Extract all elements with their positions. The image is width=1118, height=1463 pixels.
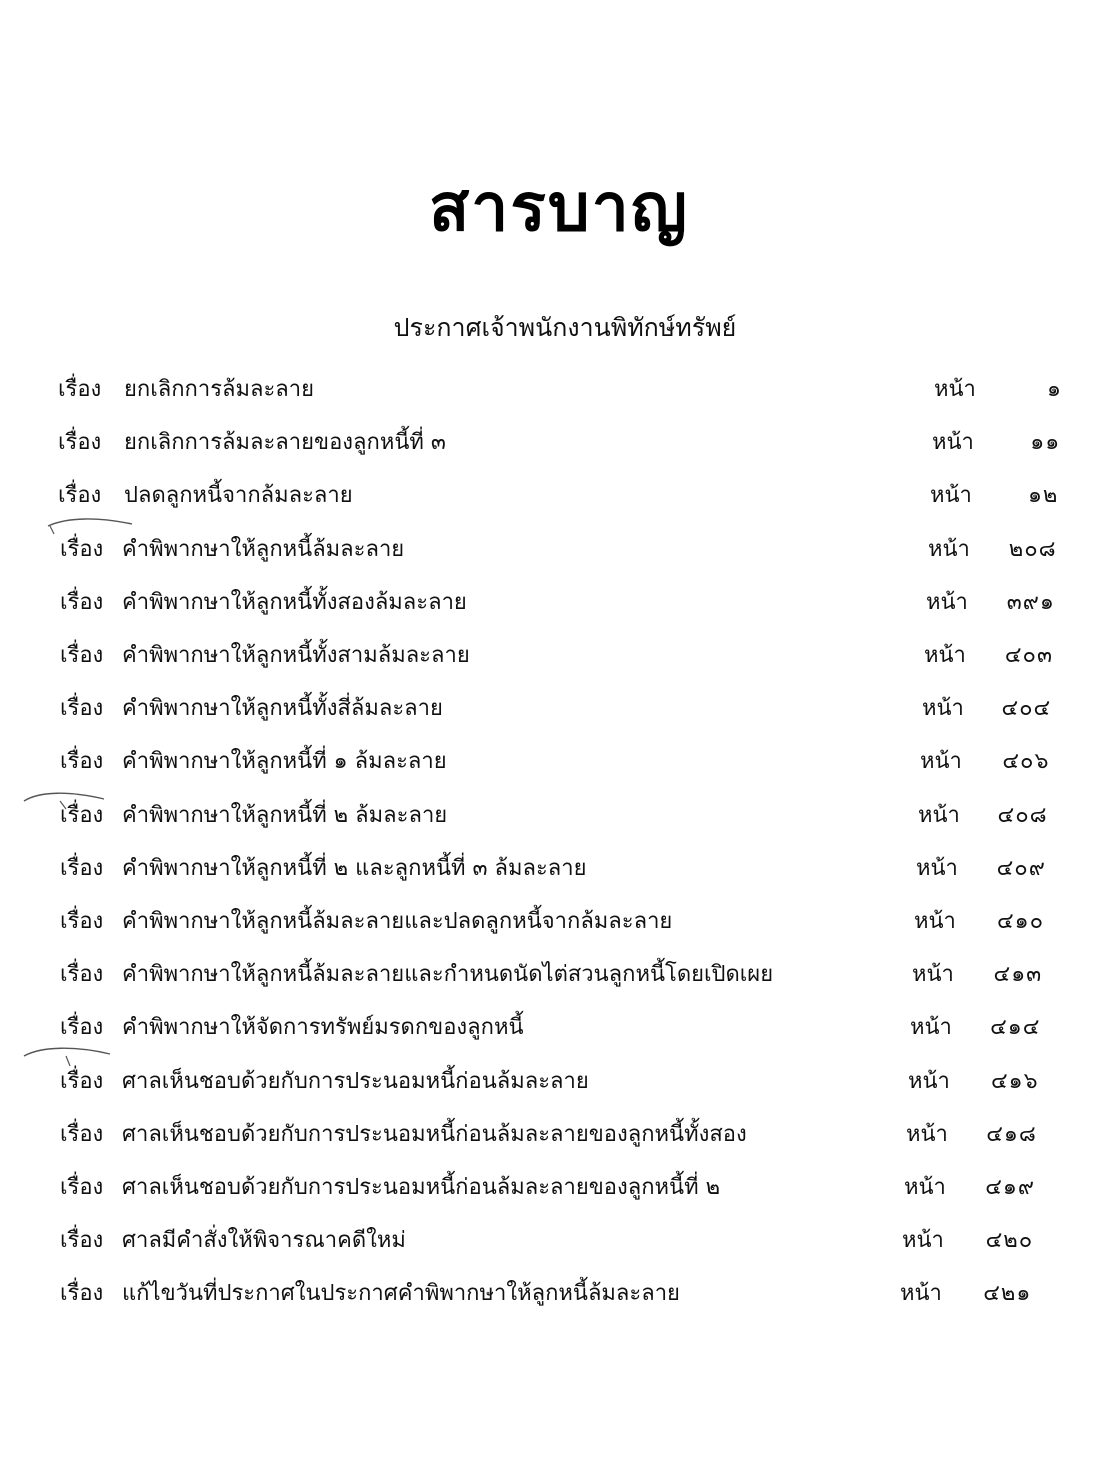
toc-entry (0, 689, 1118, 729)
toc-entry (0, 1274, 1118, 1314)
toc-entry-page-number: ๔๑๔ (990, 1015, 1041, 1041)
toc-entry-prefix: เรื่อง (60, 749, 104, 775)
toc-entry-page-label: หน้า (900, 1281, 942, 1307)
toc-entry-subject: ยกเลิกการล้มละลาย (124, 377, 315, 402)
toc-entry-page-number: ๔๒๑ (983, 1281, 1032, 1307)
toc-entry-page-number: ๔๑๐ (996, 909, 1044, 934)
toc-entry (0, 955, 1118, 995)
toc-entry-page-label: หน้า (912, 962, 954, 988)
toc-entry (0, 1168, 1118, 1208)
toc-entry-page-number: ๑ (1047, 377, 1062, 402)
toc-entry-page-label: หน้า (920, 749, 962, 775)
toc-entry-page-label: หน้า (904, 1175, 946, 1200)
toc-entry-subject: ศาลเห็นชอบด้วยกับการประนอมหนี้ก่อนล้มละลาย (122, 1068, 589, 1094)
toc-entry-page-label: หน้า (922, 696, 964, 722)
toc-entry-prefix: เรื่อง (60, 536, 104, 562)
toc-entry-page-number: ๔๐๘ (997, 802, 1048, 828)
toc-entry-page-label: หน้า (932, 430, 974, 456)
toc-entry-prefix: เรื่อง (60, 1121, 104, 1147)
toc-entry (0, 849, 1118, 889)
toc-entry-page-label: หน้า (908, 1068, 950, 1094)
toc-entry-page-label: หน้า (934, 377, 976, 402)
toc-entry-page-number: ๑๒ (1027, 483, 1059, 509)
toc-entry (0, 1115, 1118, 1155)
toc-entry-page-label: หน้า (918, 802, 960, 828)
toc-entry-page-number: ๑๑ (1030, 430, 1061, 456)
toc-entry-page-number: ๔๑๖ (991, 1068, 1039, 1094)
toc-entry-prefix: เรื่อง (60, 1068, 104, 1094)
toc-entry-prefix: เรื่อง (60, 643, 104, 668)
toc-entry-page-number: ๔๑๙ (985, 1175, 1035, 1200)
toc-entry (0, 742, 1118, 782)
toc-entry-prefix: เรื่อง (58, 377, 102, 402)
toc-entry (0, 1008, 1118, 1048)
toc-entry-subject: คำพิพากษาให้จัดการทรัพย์มรดกของลูกหนี้ (122, 1015, 524, 1041)
toc-entry-prefix: เรื่อง (58, 430, 102, 456)
toc-entry-subject: ปลดลูกหนี้จากล้มละลาย (124, 483, 353, 509)
toc-entry (0, 636, 1118, 676)
toc-entry-page-number: ๔๐๙ (996, 855, 1046, 881)
toc-entry-subject: คำพิพากษาให้ลูกหนี้ที่ ๒ ล้มละลาย (122, 802, 448, 828)
toc-entry-page-label: หน้า (928, 536, 970, 562)
toc-entry-prefix: เรื่อง (60, 1281, 104, 1307)
toc-entry (0, 530, 1118, 570)
toc-entry-page-number: ๒๐๘ (1008, 536, 1057, 562)
toc-entry-prefix: เรื่อง (60, 802, 104, 828)
toc-entry-subject: คำพิพากษาให้ลูกหนี้ล้มละลายและปลดลูกหนี้จากล้มละลาย (122, 909, 673, 934)
toc-entry-page-number: ๓๙๑ (1006, 589, 1055, 615)
toc-entry-page-label: หน้า (916, 855, 958, 881)
toc-entry-page-label: หน้า (930, 483, 972, 509)
toc-entry-prefix: เรื่อง (60, 696, 104, 722)
toc-entry-subject: คำพิพากษาให้ลูกหนี้ที่ ๑ ล้มละลาย (122, 749, 447, 775)
toc-entry-page-label: หน้า (926, 589, 968, 615)
toc-entry (0, 583, 1118, 623)
toc-entry-page-number: ๔๑๓ (993, 962, 1043, 988)
toc-entry-page-label: หน้า (906, 1121, 948, 1147)
toc-entry-page-number: ๔๑๘ (986, 1121, 1037, 1147)
toc-entry (0, 423, 1118, 463)
toc-entry-subject: คำพิพากษาให้ลูกหนี้ล้มละลาย (122, 536, 405, 562)
toc-entry-page-label: หน้า (924, 643, 966, 668)
toc-entry-prefix: เรื่อง (60, 1228, 104, 1254)
toc-entry (0, 796, 1118, 836)
toc-entry (0, 370, 1118, 410)
toc-entry-subject: ศาลเห็นชอบด้วยกับการประนอมหนี้ก่อนล้มละลายของลูกหนี้ทั้งสอง (122, 1121, 747, 1147)
toc-entry (0, 902, 1118, 942)
toc-entry-prefix: เรื่อง (60, 962, 104, 988)
toc-entry-page-label: หน้า (914, 909, 956, 934)
toc-entry-prefix: เรื่อง (58, 483, 102, 509)
toc-entry-subject: ศาลมีคำสั่งให้พิจารณาคดีใหม่ (122, 1228, 406, 1254)
toc-entry (0, 476, 1118, 516)
page-title: สารบาญ (429, 169, 689, 246)
toc-entry-subject: คำพิพากษาให้ลูกหนี้ทั้งสามล้มละลาย (122, 643, 470, 668)
toc-entry-subject: คำพิพากษาให้ลูกหนี้ล้มละลายและกำหนดนัดไต่สวนลูกหนี้โดยเปิดเผย (122, 962, 774, 988)
toc-entry-page-number: ๔๐๔ (1001, 696, 1052, 722)
toc-entry-page-label: หน้า (910, 1015, 952, 1041)
toc-entry-subject: คำพิพากษาให้ลูกหนี้ทั้งสี่ล้มละลาย (122, 696, 443, 722)
toc-entry-page-number: ๔๐๖ (1002, 749, 1050, 775)
toc-entry-subject: แก้ไขวันที่ประกาศในประกาศคำพิพากษาให้ลูกหนี้ล้มละลาย (122, 1281, 680, 1307)
toc-entry-prefix: เรื่อง (60, 589, 104, 615)
section-heading: ประกาศเจ้าพนักงานพิทักษ์ทรัพย์ (393, 313, 737, 342)
toc-entry (0, 1062, 1118, 1102)
toc-entry-subject: คำพิพากษาให้ลูกหนี้ทั้งสองล้มละลาย (122, 589, 467, 615)
toc-entry-subject: ศาลเห็นชอบด้วยกับการประนอมหนี้ก่อนล้มละลายของลูกหนี้ที่ ๒ (122, 1175, 721, 1200)
toc-entry-subject: คำพิพากษาให้ลูกหนี้ที่ ๒ และลูกหนี้ที่ ๓ ล้มละลาย (122, 855, 587, 881)
toc-entry-page-label: หน้า (902, 1228, 944, 1254)
toc-entry (0, 1221, 1118, 1261)
toc-entry-prefix: เรื่อง (60, 1015, 104, 1041)
toc-entry-page-number: ๔๐๓ (1004, 643, 1053, 668)
toc-entry-subject: ยกเลิกการล้มละลายของลูกหนี้ที่ ๓ (124, 430, 446, 456)
toc-entry-prefix: เรื่อง (60, 909, 104, 934)
toc-entry-page-number: ๔๒๐ (985, 1228, 1034, 1254)
toc-entry-prefix: เรื่อง (60, 855, 104, 881)
toc-entry-prefix: เรื่อง (60, 1175, 104, 1200)
